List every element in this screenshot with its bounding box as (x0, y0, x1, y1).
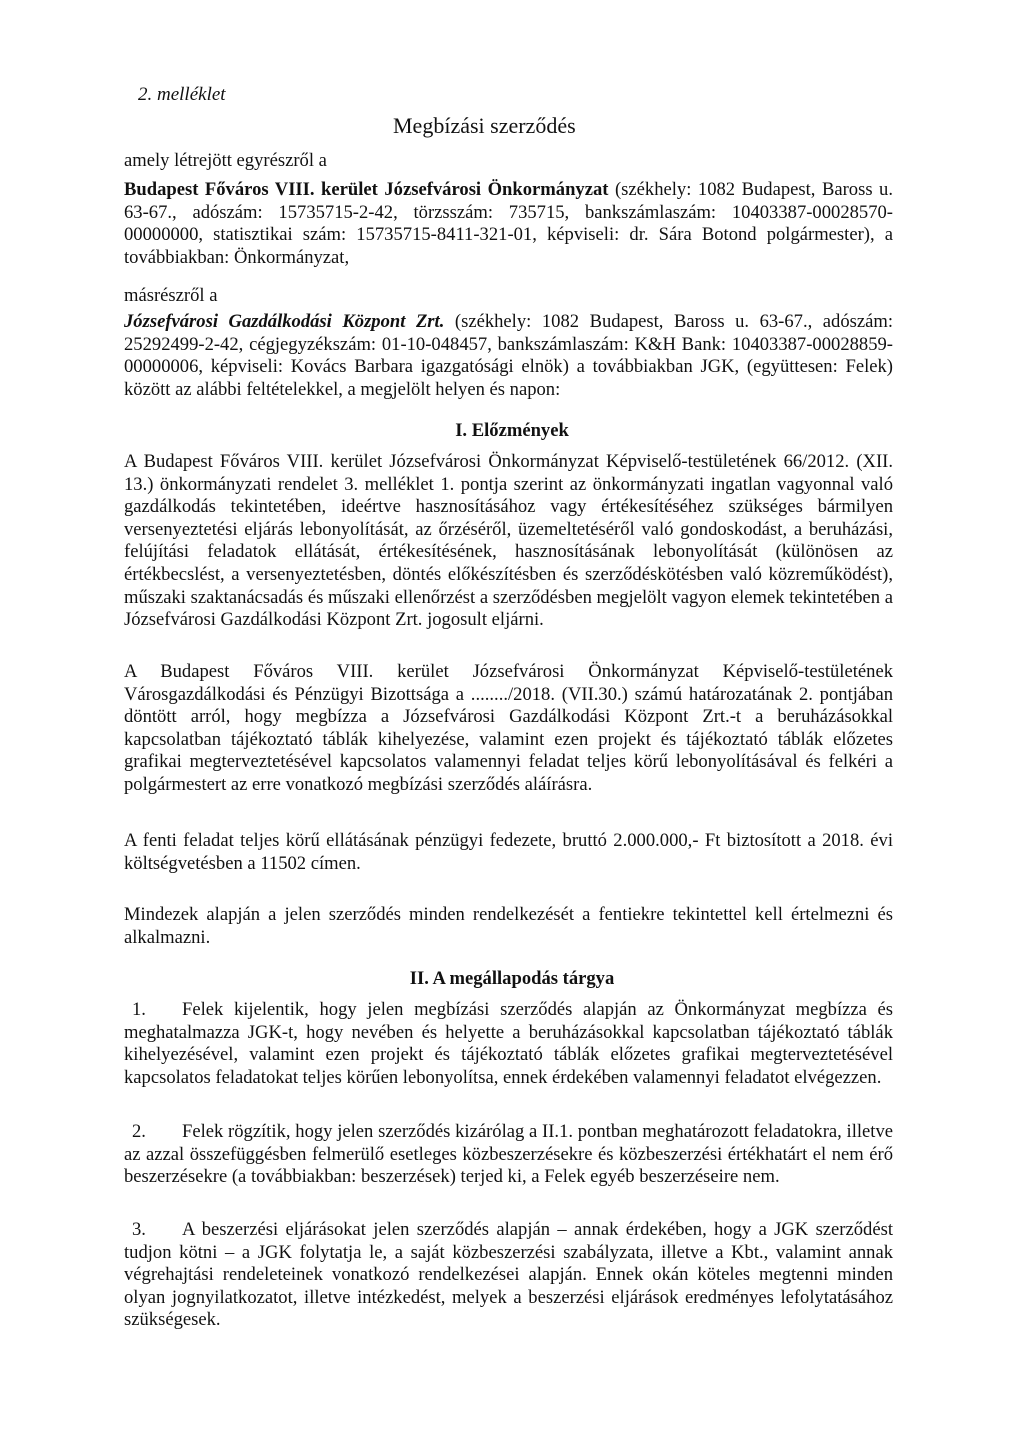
item-number: 2. (132, 1121, 146, 1142)
section1-paragraph-3: A fenti feladat teljes körű ellátásának pénzügyi fedezete, bruttó 2.000.000,- Ft biztosított a 2018. évi költségvetésben a 11502 címen. (124, 830, 893, 874)
section1-paragraph-4: Mindezek alapján a jelen szerződés minden rendelkezését a fentiekre tekintettel kell értelmezni és alkalmazni. (124, 904, 893, 948)
annex-label: 2. melléklet (138, 84, 226, 105)
section1-heading: I. Előzmények (455, 420, 569, 441)
item-number: 1. (132, 999, 146, 1020)
section2-heading: II. A megállapodás tárgya (409, 968, 615, 989)
item-text: Felek kijelentik, hogy jelen megbízási szerződés alapján az Önkormányzat megbízza és meghatalmazza JGK-t, hogy nevében és helyette a beruházásokkal kapcsolatban tájékoztató táblák kihelyezésével, valamint ezen projekt és tájékoztató táblák előzetes grafikai megterveztetésével kapcsolatos feladatokat teljes körűen lebonyolítsa, ennek érdekében valamennyi feladatot elvégezzen. (124, 999, 893, 1088)
intro-line: amely létrejött egyrészről a (124, 150, 327, 171)
item-text: Felek rögzítik, hogy jelen szerződés kizárólag a II.1. pontban meghatározott feladatokra, illetve az azzal összefüggésben felmerülő esetleges közbeszerzésekre és közbeszerzési értékhatárt el nem érő beszerzésekre (a továbbiakban: beszerzések) terjed ki, a Felek egyéb beszerzéseire nem. (124, 1121, 893, 1188)
section2-item-1 (124, 999, 893, 1089)
section2-item-2 (124, 1121, 893, 1189)
section1-paragraph-2: A Budapest Főváros VIII. kerület Józsefvárosi Önkormányzat Képviselő-testületének Városgazdálkodási és Pénzügyi Bizottsága a ......../2018. (VII.30.) számú határozatának 2. pontjában döntött arról, hogy megbízza a Józsefvárosi Gazdálkodási Központ Zrt.-t a beruházásokkal kapcsolatban tájékoztató táblák kihelyezése, valamint ezen projekt és tájékoztató táblák előzetes grafikai megterveztetésével kapcsolatos valamennyi feladat teljes körű lebonyolításával és felkéri a polgármestert az erre vonatkozó megbízási szerződés aláírásra. (124, 661, 893, 795)
item-text: A beszerzési eljárásokat jelen szerződés alapján – annak érdekében, hogy a JGK szerződést tudjon kötni – a JGK folytatja le, a saját közbeszerzési szabályzata, illetve a Kbt., valamint annak végrehajtási rendeleteinek vonatkozó rendelkezései alapján. Ennek okán köteles megtenni minden olyan jognyilatkozatot, illetve intézkedést, melyek a beszerzési eljárások eredményes lefolytatásához szükségesek. (124, 1219, 893, 1331)
section2-item-3 (124, 1219, 893, 1332)
item-number: 3. (132, 1219, 146, 1240)
party2-block (124, 311, 893, 401)
section1-paragraph-1: A Budapest Főváros VIII. kerület Józsefvárosi Önkormányzat Képviselő-testületének 66/2012. (XII. 13.) önkormányzati rendelet 3. melléklet 1. pontja szerint az önkormányzati ingatlan vagyonnal való gazdálkodás tekintetében, ideértve hasznosításához vagy értékesítéséhez szükséges bármilyen versenyeztetési eljárás lebonyolítását, az őrzéséről, üzemeltetéséről való gondoskodást, a beruházási, felújítási feladatok ellátását, értékesítésének, hasznosításának lebonyolítását (különösen az értékbecslést, a versenyeztetésben, döntés előkészítésben és szerződéskötésben való közreműködést), műszaki szaktanácsadás és műszaki ellenőrzést a szerződésben megjelölt vagyon elemek tekintetében a Józsefvárosi Gazdálkodási Központ Zrt. jogosult eljárni. (124, 451, 893, 631)
party2-name: Józsefvárosi Gazdálkodási Központ Zrt. (124, 311, 445, 332)
other-side-line: másrészről a (124, 285, 218, 306)
party1-details: (székhely: 1082 Budapest, Baross u. 63-67., adószám: 15735715-2-42, törzsszám: 735715, bankszámlaszám: 10403387-00028570-00000000, statisztikai szám: 15735715-8411-321-01, képviseli: dr. Sára Botond polgármester), a továbbiakban: Önkormányzat, (124, 179, 894, 268)
party1-block (124, 179, 893, 269)
party1-name: Budapest Főváros VIII. kerület Józsefvárosi Önkormányzat (124, 179, 609, 200)
contract-title: Megbízási szerződés (393, 113, 576, 138)
party2-details: (székhely: 1082 Budapest, Baross u. 63-67., adószám: 25292499-2-42, cégjegyzékszám: 01-10-048457, bankszámlaszám: K&H Bank: 10403387-00028859-00000006, képviseli: Kovács Barbara igazgatósági elnök) a továbbiakban JGK, (együttesen: Felek) között az alábbi feltételekkel, a megjelölt helyen és napon: (124, 311, 894, 400)
